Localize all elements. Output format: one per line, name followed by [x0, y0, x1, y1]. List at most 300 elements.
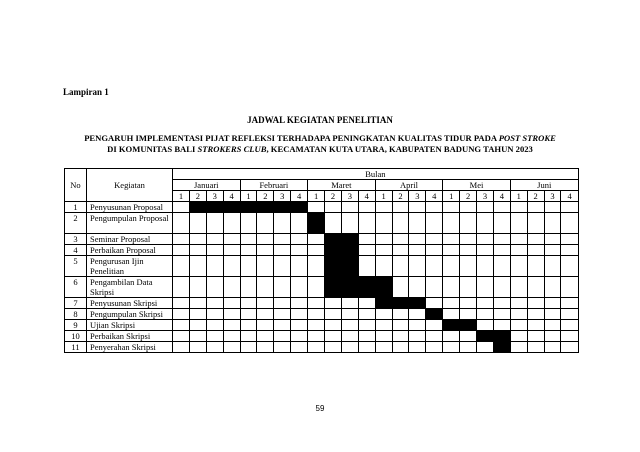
- research-title-text-3: , KECAMATAN KUTA UTARA, KABUPATEN BADUNG TAHUN 2023: [266, 144, 533, 154]
- schedule-cell: [510, 342, 527, 353]
- schedule-cell: [510, 213, 527, 234]
- schedule-cell: [443, 202, 460, 213]
- schedule-cell: [493, 309, 510, 320]
- schedule-cell: [223, 298, 240, 309]
- week-header: 3: [477, 191, 494, 202]
- schedule-cell: [426, 342, 443, 353]
- schedule-cell: [527, 298, 544, 309]
- schedule-cell: [392, 213, 409, 234]
- schedule-cell: [173, 213, 190, 234]
- schedule-cell: [544, 277, 561, 298]
- activity-name: Seminar Proposal: [87, 234, 173, 245]
- week-header: 1: [240, 191, 257, 202]
- schedule-cell: [409, 256, 426, 277]
- schedule-cell: [274, 234, 291, 245]
- schedule-cell: [561, 245, 578, 256]
- week-header: 2: [392, 191, 409, 202]
- schedule-cell: [409, 309, 426, 320]
- schedule-cell: [291, 309, 308, 320]
- schedule-bar-cell: [223, 202, 240, 213]
- row-number: 2: [65, 213, 87, 234]
- schedule-cell: [409, 213, 426, 234]
- schedule-cell: [223, 245, 240, 256]
- schedule-cell: [274, 277, 291, 298]
- table-row: [65, 234, 579, 245]
- schedule-cell: [173, 320, 190, 331]
- schedule-cell: [426, 245, 443, 256]
- schedule-cell: [493, 320, 510, 331]
- schedule-cell: [206, 298, 223, 309]
- schedule-cell: [325, 320, 342, 331]
- schedule-cell: [510, 234, 527, 245]
- schedule-cell: [257, 298, 274, 309]
- month-header: Juni: [510, 180, 578, 191]
- schedule-cell: [274, 256, 291, 277]
- schedule-cell: [544, 298, 561, 309]
- schedule-cell: [392, 256, 409, 277]
- row-number: 3: [65, 234, 87, 245]
- schedule-bar-cell: [291, 202, 308, 213]
- table-row: [65, 256, 579, 277]
- schedule-bar-cell: [460, 320, 477, 331]
- table-row: [65, 245, 579, 256]
- schedule-bar-cell: [493, 342, 510, 353]
- table-row: [65, 309, 579, 320]
- schedule-bar-cell: [443, 320, 460, 331]
- schedule-cell: [308, 256, 325, 277]
- schedule-cell: [223, 342, 240, 353]
- schedule-cell: [426, 213, 443, 234]
- schedule-cell: [544, 342, 561, 353]
- schedule-cell: [308, 309, 325, 320]
- table-row: [65, 213, 579, 234]
- schedule-cell: [493, 234, 510, 245]
- schedule-bar-cell: [409, 298, 426, 309]
- schedule-cell: [341, 320, 358, 331]
- schedule-bar-cell: [341, 256, 358, 277]
- schedule-cell: [460, 234, 477, 245]
- activity-name: Ujian Skripsi: [87, 320, 173, 331]
- research-title-line-1: [40, 133, 600, 144]
- schedule-cell: [206, 256, 223, 277]
- schedule-cell: [240, 256, 257, 277]
- schedule-cell: [460, 213, 477, 234]
- schedule-cell: [358, 234, 375, 245]
- schedule-cell: [426, 320, 443, 331]
- schedule-cell: [510, 202, 527, 213]
- schedule-cell: [291, 331, 308, 342]
- schedule-cell: [189, 234, 206, 245]
- activity-name: Penyerahan Skripsi: [87, 342, 173, 353]
- schedule-cell: [510, 309, 527, 320]
- schedule-cell: [460, 245, 477, 256]
- schedule-cell: [358, 245, 375, 256]
- schedule-cell: [443, 331, 460, 342]
- schedule-cell: [257, 331, 274, 342]
- schedule-bar-cell: [325, 245, 342, 256]
- schedule-cell: [460, 202, 477, 213]
- schedule-bar-cell: [493, 331, 510, 342]
- schedule-cell: [173, 331, 190, 342]
- schedule-cell: [291, 298, 308, 309]
- schedule-cell: [392, 320, 409, 331]
- week-header: 4: [358, 191, 375, 202]
- schedule-cell: [189, 256, 206, 277]
- schedule-cell: [240, 277, 257, 298]
- schedule-cell: [460, 331, 477, 342]
- schedule-cell: [561, 234, 578, 245]
- schedule-cell: [291, 277, 308, 298]
- schedule-cell: [189, 331, 206, 342]
- schedule-cell: [206, 331, 223, 342]
- month-header: April: [375, 180, 443, 191]
- schedule-cell: [240, 298, 257, 309]
- research-title-text-2: DI KOMUNITAS BALI: [107, 144, 198, 154]
- schedule-cell: [443, 277, 460, 298]
- research-title: [40, 133, 600, 155]
- schedule-bar-cell: [206, 202, 223, 213]
- schedule-cell: [291, 245, 308, 256]
- schedule-cell: [274, 331, 291, 342]
- schedule-cell: [460, 298, 477, 309]
- schedule-cell: [477, 202, 494, 213]
- schedule-cell: [409, 202, 426, 213]
- schedule-cell: [443, 298, 460, 309]
- schedule-cell: [223, 234, 240, 245]
- schedule-cell: [426, 234, 443, 245]
- schedule-table: [64, 168, 579, 353]
- schedule-cell: [510, 277, 527, 298]
- activity-name: Pengumpulan Skripsi: [87, 309, 173, 320]
- week-header: 4: [493, 191, 510, 202]
- schedule-cell: [308, 245, 325, 256]
- schedule-cell: [189, 245, 206, 256]
- row-number: 6: [65, 277, 87, 298]
- schedule-cell: [358, 342, 375, 353]
- schedule-cell: [257, 213, 274, 234]
- schedule-cell: [426, 331, 443, 342]
- schedule-cell: [173, 234, 190, 245]
- week-header: 3: [274, 191, 291, 202]
- schedule-cell: [477, 213, 494, 234]
- schedule-cell: [173, 342, 190, 353]
- schedule-cell: [206, 245, 223, 256]
- schedule-cell: [392, 277, 409, 298]
- schedule-cell: [173, 309, 190, 320]
- activity-name: Penyusunan Proposal: [87, 202, 173, 213]
- schedule-cell: [527, 309, 544, 320]
- schedule-cell: [189, 342, 206, 353]
- schedule-cell: [561, 277, 578, 298]
- schedule-cell: [341, 342, 358, 353]
- schedule-cell: [358, 331, 375, 342]
- week-header: 2: [460, 191, 477, 202]
- month-header: Mei: [443, 180, 511, 191]
- schedule-cell: [189, 309, 206, 320]
- schedule-bar-cell: [274, 202, 291, 213]
- week-header: 4: [426, 191, 443, 202]
- row-number: 8: [65, 309, 87, 320]
- schedule-cell: [257, 320, 274, 331]
- header-no: No: [65, 169, 87, 202]
- schedule-bar-cell: [375, 298, 392, 309]
- schedule-cell: [544, 309, 561, 320]
- week-header: 3: [409, 191, 426, 202]
- header-month-group: Bulan: [173, 169, 579, 180]
- activity-name: Penyusunan Skripsi: [87, 298, 173, 309]
- schedule-cell: [527, 202, 544, 213]
- schedule-cell: [493, 202, 510, 213]
- schedule-cell: [426, 202, 443, 213]
- schedule-cell: [308, 342, 325, 353]
- schedule-cell: [325, 202, 342, 213]
- schedule-cell: [460, 277, 477, 298]
- week-header: 1: [443, 191, 460, 202]
- schedule-cell: [460, 256, 477, 277]
- table-row: [65, 320, 579, 331]
- schedule-cell: [325, 309, 342, 320]
- schedule-cell: [544, 213, 561, 234]
- schedule-cell: [561, 309, 578, 320]
- schedule-cell: [223, 331, 240, 342]
- schedule-cell: [426, 256, 443, 277]
- schedule-cell: [206, 213, 223, 234]
- schedule-cell: [375, 202, 392, 213]
- schedule-cell: [443, 342, 460, 353]
- schedule-cell: [477, 320, 494, 331]
- schedule-cell: [392, 331, 409, 342]
- week-header: 1: [308, 191, 325, 202]
- schedule-bar-cell: [257, 202, 274, 213]
- row-number: 1: [65, 202, 87, 213]
- schedule-bar-cell: [341, 234, 358, 245]
- week-header: 3: [341, 191, 358, 202]
- schedule-bar-cell: [358, 277, 375, 298]
- schedule-cell: [510, 320, 527, 331]
- schedule-cell: [443, 213, 460, 234]
- schedule-cell: [544, 202, 561, 213]
- schedule-cell: [544, 320, 561, 331]
- schedule-cell: [409, 342, 426, 353]
- schedule-bar-cell: [325, 256, 342, 277]
- schedule-cell: [409, 320, 426, 331]
- schedule-cell: [561, 320, 578, 331]
- activity-name: Pengurusan Ijin Penelitian: [87, 256, 173, 277]
- schedule-cell: [308, 202, 325, 213]
- schedule-cell: [240, 245, 257, 256]
- row-number: 11: [65, 342, 87, 353]
- schedule-cell: [493, 245, 510, 256]
- schedule-cell: [544, 256, 561, 277]
- research-title-text-1: PENGARUH IMPLEMENTASI PIJAT REFLEKSI TERHADAPA PENINGKATAN KUALITAS TIDUR PADA: [84, 133, 499, 143]
- schedule-cell: [527, 256, 544, 277]
- week-header: 4: [223, 191, 240, 202]
- schedule-cell: [460, 309, 477, 320]
- schedule-cell: [257, 256, 274, 277]
- schedule-cell: [409, 245, 426, 256]
- schedule-cell: [189, 298, 206, 309]
- schedule-cell: [375, 309, 392, 320]
- schedule-cell: [443, 256, 460, 277]
- week-header: 2: [527, 191, 544, 202]
- schedule-cell: [375, 245, 392, 256]
- schedule-bar-cell: [240, 202, 257, 213]
- schedule-cell: [527, 277, 544, 298]
- schedule-cell: [493, 213, 510, 234]
- table-row: [65, 342, 579, 353]
- schedule-cell: [460, 342, 477, 353]
- activity-name: Perbaikan Proposal: [87, 245, 173, 256]
- schedule-body: [65, 202, 579, 353]
- schedule-cell: [493, 277, 510, 298]
- schedule-cell: [291, 213, 308, 234]
- schedule-bar-cell: [392, 298, 409, 309]
- header-activity: Kegiatan: [87, 169, 173, 202]
- schedule-cell: [375, 234, 392, 245]
- schedule-cell: [274, 320, 291, 331]
- schedule-cell: [375, 256, 392, 277]
- schedule-cell: [561, 202, 578, 213]
- schedule-bar-cell: [308, 213, 325, 234]
- schedule-cell: [409, 277, 426, 298]
- schedule-cell: [544, 331, 561, 342]
- row-number: 9: [65, 320, 87, 331]
- schedule-cell: [291, 234, 308, 245]
- schedule-cell: [561, 298, 578, 309]
- schedule-cell: [392, 342, 409, 353]
- schedule-cell: [291, 256, 308, 277]
- schedule-cell: [443, 234, 460, 245]
- research-title-line-2: [40, 144, 600, 155]
- schedule-cell: [308, 298, 325, 309]
- schedule-cell: [173, 256, 190, 277]
- schedule-cell: [527, 234, 544, 245]
- appendix-label: Lampiran 1: [63, 87, 109, 97]
- schedule-cell: [358, 320, 375, 331]
- schedule-cell: [527, 213, 544, 234]
- schedule-cell: [493, 298, 510, 309]
- week-header: 1: [173, 191, 190, 202]
- schedule-bar-cell: [189, 202, 206, 213]
- schedule-cell: [325, 213, 342, 234]
- schedule-cell: [443, 309, 460, 320]
- row-number: 5: [65, 256, 87, 277]
- schedule-cell: [308, 234, 325, 245]
- schedule-cell: [358, 202, 375, 213]
- schedule-cell: [240, 234, 257, 245]
- schedule-cell: [257, 234, 274, 245]
- schedule-cell: [477, 309, 494, 320]
- schedule-cell: [527, 245, 544, 256]
- activity-name: Perbaikan Skripsi: [87, 331, 173, 342]
- schedule-cell: [375, 320, 392, 331]
- schedule-cell: [274, 245, 291, 256]
- schedule-cell: [477, 234, 494, 245]
- schedule-cell: [510, 331, 527, 342]
- schedule-cell: [173, 277, 190, 298]
- schedule-cell: [257, 245, 274, 256]
- schedule-cell: [240, 213, 257, 234]
- activity-name: Pengumpulan Proposal: [87, 213, 173, 234]
- schedule-bar-cell: [426, 309, 443, 320]
- schedule-cell: [240, 320, 257, 331]
- schedule-cell: [189, 277, 206, 298]
- schedule-cell: [510, 298, 527, 309]
- schedule-cell: [257, 342, 274, 353]
- week-header: 2: [325, 191, 342, 202]
- schedule-cell: [375, 331, 392, 342]
- schedule-cell: [392, 234, 409, 245]
- schedule-cell: [341, 202, 358, 213]
- month-header: Maret: [308, 180, 376, 191]
- schedule-bar-cell: [341, 245, 358, 256]
- row-number: 7: [65, 298, 87, 309]
- schedule-cell: [308, 320, 325, 331]
- schedule-cell: [477, 298, 494, 309]
- schedule-cell: [308, 331, 325, 342]
- schedule-cell: [240, 331, 257, 342]
- schedule-cell: [274, 309, 291, 320]
- month-header: Januari: [173, 180, 241, 191]
- schedule-cell: [477, 277, 494, 298]
- schedule-cell: [173, 298, 190, 309]
- schedule-bar-cell: [477, 331, 494, 342]
- schedule-cell: [510, 256, 527, 277]
- week-header: 1: [510, 191, 527, 202]
- schedule-cell: [274, 298, 291, 309]
- schedule-cell: [240, 309, 257, 320]
- schedule-cell: [223, 320, 240, 331]
- table-row: [65, 202, 579, 213]
- page-number: 59: [315, 404, 325, 413]
- schedule-cell: [274, 213, 291, 234]
- schedule-cell: [561, 342, 578, 353]
- schedule-cell: [341, 331, 358, 342]
- schedule-cell: [341, 309, 358, 320]
- schedule-bar-cell: [325, 277, 342, 298]
- schedule-cell: [223, 213, 240, 234]
- schedule-cell: [257, 309, 274, 320]
- schedule-cell: [477, 256, 494, 277]
- schedule-cell: [544, 234, 561, 245]
- schedule-cell: [510, 245, 527, 256]
- schedule-cell: [409, 331, 426, 342]
- schedule-cell: [527, 320, 544, 331]
- schedule-cell: [392, 309, 409, 320]
- schedule-cell: [325, 298, 342, 309]
- schedule-cell: [274, 342, 291, 353]
- schedule-cell: [358, 309, 375, 320]
- schedule-cell: [561, 256, 578, 277]
- week-header: 2: [189, 191, 206, 202]
- research-title-italic-2: STROKERS CLUB: [197, 144, 267, 154]
- schedule-cell: [358, 213, 375, 234]
- schedule-cell: [325, 342, 342, 353]
- schedule-cell: [493, 256, 510, 277]
- schedule-cell: [561, 213, 578, 234]
- schedule-cell: [375, 213, 392, 234]
- schedule-cell: [223, 256, 240, 277]
- week-header: 4: [561, 191, 578, 202]
- schedule-cell: [358, 298, 375, 309]
- table-row: [65, 277, 579, 298]
- schedule-title: JADWAL KEGIATAN PENELITIAN: [247, 115, 393, 125]
- schedule-cell: [206, 277, 223, 298]
- schedule-cell: [477, 342, 494, 353]
- week-header: 4: [291, 191, 308, 202]
- schedule-cell: [308, 277, 325, 298]
- schedule-cell: [443, 245, 460, 256]
